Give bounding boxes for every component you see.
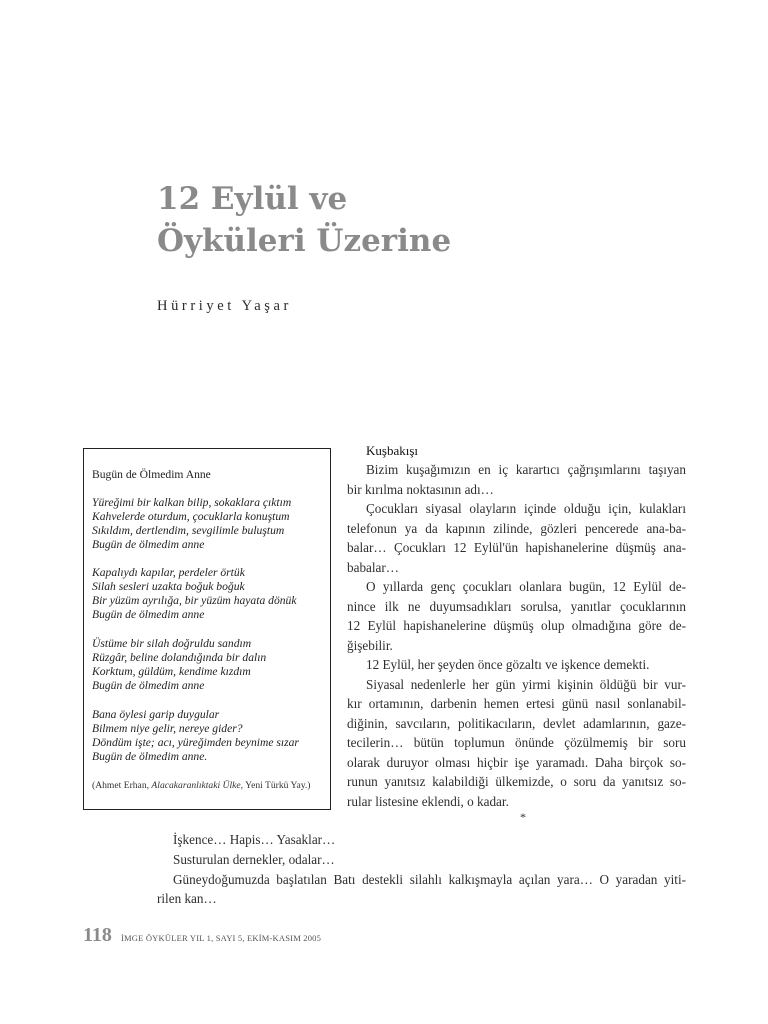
title-line-2: Öyküleri Üzerine	[157, 223, 452, 259]
paragraph-line-text: Bizim kuşağımızın en iç karartıcı çağrışımlarını taşıyan	[366, 462, 686, 477]
poem-line: Bilmem niye gelir, nereye gider?	[92, 722, 243, 735]
author-name: Hürriyet Yaşar	[157, 298, 292, 314]
poem-line: Rüzgâr, beline dolandığında bir dalın	[92, 651, 267, 664]
poem-source-book: Alacakaranlıktaki Ülke	[151, 780, 241, 791]
poem-line: Döndüm işte; acı, yüreğimden beynime sızar	[92, 736, 299, 749]
paragraph-line: 12 Eylül, her şeyden önce gözaltı ve işkence demekti.	[366, 657, 650, 672]
poem-line: Kapalıydı kapılar, perdeler örtük	[92, 566, 245, 579]
section-title: Kuşbakışı	[366, 443, 418, 458]
paragraph-line: Susturulan dernekler, odalar…	[173, 852, 335, 867]
paragraph-line-text: Siyasal nedenlerle her gün yirmi kişinin öldüğü bir vur-	[366, 677, 686, 692]
poem-line: Bugün de ölmedim anne.	[92, 750, 208, 763]
section-separator: *	[520, 810, 526, 824]
poem-line: Bugün de ölmedim anne	[92, 538, 205, 551]
poem-line: Kahvelerde oturdum, çocuklarla konuştum	[92, 510, 290, 523]
paragraph-line: balar… Çocukları 12 Eylül'ün hapishanelerine düşmüş ana-	[347, 540, 686, 555]
poem-line: Bugün de ölmedim anne	[92, 679, 205, 692]
paragraph-line	[366, 579, 686, 598]
paragraph-line: rular listesine eklendi, o kadar.	[347, 794, 509, 809]
paragraph-line: olarak duruyor olması hiçbir işe yaramadı. Daha birçok so-	[347, 755, 686, 770]
page-number: 118	[83, 924, 112, 946]
poem-source	[92, 780, 328, 791]
article-title	[157, 178, 657, 262]
poem-line: Bugün de ölmedim anne	[92, 608, 205, 621]
journal-info: İMGE ÖYKÜLER YIL 1, SAYI 5, EKİM-KASIM 2005	[121, 933, 322, 943]
poem-title: Bugün de Ölmedim Anne	[92, 468, 211, 481]
poem-line: Sıkıldım, dertlendim, sevgilimle buluştum	[92, 524, 285, 537]
poem-source-suffix: , Yeni Türkü Yay.)	[240, 780, 311, 791]
poem-line: Yüreğimi bir kalkan bilip, sokaklara çıktım	[92, 496, 292, 509]
paragraph-line: runun yanıtsız kalabildiği ülkemizde, o soru da yanıtsız so-	[347, 774, 686, 789]
paragraph-line: tecilerin… bütün toplumun önünde çözülmemiş bir soru	[347, 735, 686, 750]
poem-line: Bana öylesi garip duygular	[92, 708, 220, 721]
paragraph-line: telefonun ya da kapının zilinde, gözleri pencerede ana-ba-	[347, 521, 686, 536]
paragraph-line: babalar…	[347, 560, 399, 575]
paragraph-line	[366, 501, 686, 520]
title-line-1: 12 Eylül ve	[157, 181, 348, 217]
paragraph-line: İşkence… Hapis… Yasaklar…	[173, 832, 336, 847]
paragraph-line	[366, 462, 686, 481]
paragraph-line: kır ortamının, darbenin hemen ertesi günü nasıl sonlanabil-	[347, 696, 686, 711]
poem-line: Üstüme bir silah doğruldu sandım	[92, 637, 252, 650]
paragraph-line: nince ilk ne duyumsadıkları sorulsa, yanıtlar çocuklarının	[347, 599, 686, 614]
paragraph-line: ğişebilir.	[347, 638, 393, 653]
paragraph-line: Güneydoğumuzda başlatılan Batı destekli silahlı kalkışmayla açılan yara… O yaradan yiti-	[173, 872, 686, 887]
paragraph-line: bir kırılma noktasının adı…	[347, 482, 494, 497]
paragraph-line-text: Çocukları siyasal olayların içinde olduğu için, kulakları	[366, 501, 686, 516]
poem-line: Korktum, güldüm, kendime kızdım	[92, 665, 251, 678]
poem-line: Silah sesleri uzakta boğuk boğuk	[92, 580, 245, 593]
paragraph-line: rilen kan…	[157, 891, 217, 906]
paragraph-line-text: O yıllarda genç çocukları olanlara bugün, 12 Eylül de-	[366, 579, 686, 594]
poem-line: Bir yüzüm ayrılığa, bir yüzüm hayata dönük	[92, 594, 297, 607]
paragraph-line	[366, 677, 686, 696]
poem-source-prefix: (Ahmet Erhan,	[92, 780, 152, 791]
paragraph-line: diğinin, savcıların, politikacıların, devlet adamlarının, gaze-	[347, 716, 686, 731]
paragraph-line: 12 Eylül hapishanelerine düşmüş olup olmadığına göre de-	[347, 618, 686, 633]
poem-box	[83, 448, 331, 810]
